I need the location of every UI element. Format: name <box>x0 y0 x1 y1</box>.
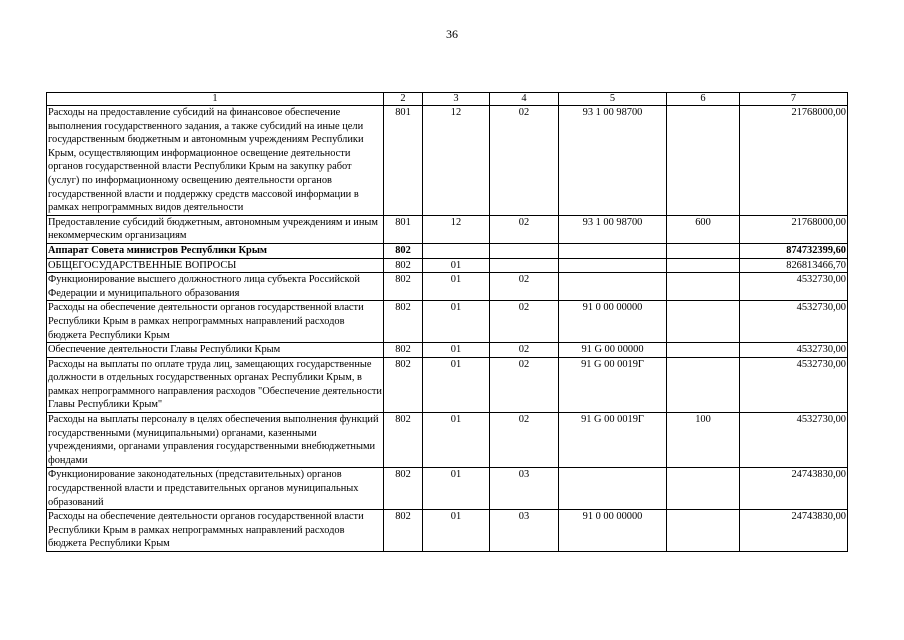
target-article-cell: 91 G 00 00000 <box>559 343 667 358</box>
section-cell: 12 <box>423 106 490 216</box>
description-cell: Расходы на выплаты по оплате труда лиц, замещающих государственные должности в отдельных государственных органах Республики Крым, в рамках непрограммного направления расходов "Обеспечение деятельности Главы Республики Крым" <box>47 357 384 412</box>
description-cell: Аппарат Совета министров Республики Крым <box>47 243 384 258</box>
target-article-cell <box>559 243 667 258</box>
header-cell-7: 7 <box>740 93 848 106</box>
amount-cell: 826813466,70 <box>740 258 848 273</box>
table-row <box>47 243 848 258</box>
page-number: 36 <box>446 27 458 41</box>
amount-cell: 21768000,00 <box>740 215 848 243</box>
subsection-cell: 02 <box>490 301 559 343</box>
expense-type-cell: 600 <box>667 215 740 243</box>
expense-type-cell <box>667 357 740 412</box>
description-cell: Расходы на предоставление субсидий на финансовое обеспечение выполнения государственного задания, а также субсидий на иные цели государственным бюджетным и автономным учреждениям Республики Крым, осуществляющим информационное освещение деятельности органов государственной власти Республики Крым на закупку работ (услуг) по информационному освещению деятельности органов государственной власти и поддержку средств массовой информации в рамках непрограммных видов деятельности <box>47 106 384 216</box>
code-cell: 802 <box>384 243 423 258</box>
description-cell: Расходы на обеспечение деятельности органов государственной власти Республики Крым в рамках непрограммных направлений расходов бюджета Республики Крым <box>47 510 384 552</box>
header-cell-2: 2 <box>384 93 423 106</box>
table-row <box>47 215 848 243</box>
table-row <box>47 106 848 216</box>
section-cell: 01 <box>423 413 490 468</box>
table-row <box>47 413 848 468</box>
description-cell: Расходы на обеспечение деятельности органов государственной власти Республики Крым в рамках непрограммных направлений расходов бюджета Республики Крым <box>47 301 384 343</box>
expense-type-cell <box>667 301 740 343</box>
code-cell: 801 <box>384 106 423 216</box>
budget-table <box>46 92 848 552</box>
amount-cell: 4532730,00 <box>740 343 848 358</box>
amount-cell: 24743830,00 <box>740 468 848 510</box>
description-cell: Обеспечение деятельности Главы Республики Крым <box>47 343 384 358</box>
table-row <box>47 301 848 343</box>
section-cell: 12 <box>423 215 490 243</box>
header-cell-1: 1 <box>47 93 384 106</box>
subsection-cell <box>490 243 559 258</box>
amount-cell: 21768000,00 <box>740 106 848 216</box>
subsection-cell: 02 <box>490 357 559 412</box>
description-cell: ОБЩЕГОСУДАРСТВЕННЫЕ ВОПРОСЫ <box>47 258 384 273</box>
table-row <box>47 273 848 301</box>
subsection-cell: 02 <box>490 273 559 301</box>
table-row <box>47 258 848 273</box>
subsection-cell: 03 <box>490 510 559 552</box>
expense-type-cell <box>667 510 740 552</box>
description-cell: Расходы на выплаты персоналу в целях обеспечения выполнения функций государственными (муниципальными) органами, казенными учреждениями, органами управления государственными внебюджетными фондами <box>47 413 384 468</box>
code-cell: 802 <box>384 413 423 468</box>
header-cell-3: 3 <box>423 93 490 106</box>
section-cell: 01 <box>423 273 490 301</box>
code-cell: 802 <box>384 468 423 510</box>
code-cell: 802 <box>384 273 423 301</box>
amount-cell: 874732399,60 <box>740 243 848 258</box>
section-cell: 01 <box>423 510 490 552</box>
code-cell: 801 <box>384 215 423 243</box>
amount-cell: 4532730,00 <box>740 357 848 412</box>
header-cell-4: 4 <box>490 93 559 106</box>
description-cell: Функционирование высшего должностного лица субъекта Российской Федерации и муниципального образования <box>47 273 384 301</box>
section-cell: 01 <box>423 301 490 343</box>
target-article-cell: 91 G 00 0019Г <box>559 357 667 412</box>
target-article-cell <box>559 468 667 510</box>
amount-cell: 4532730,00 <box>740 413 848 468</box>
expense-type-cell <box>667 258 740 273</box>
target-article-cell: 93 1 00 98700 <box>559 106 667 216</box>
subsection-cell <box>490 258 559 273</box>
expense-type-cell <box>667 273 740 301</box>
amount-cell: 24743830,00 <box>740 510 848 552</box>
code-cell: 802 <box>384 343 423 358</box>
target-article-cell: 91 G 00 0019Г <box>559 413 667 468</box>
expense-type-cell <box>667 106 740 216</box>
target-article-cell <box>559 258 667 273</box>
subsection-cell: 02 <box>490 343 559 358</box>
table-row <box>47 357 848 412</box>
subsection-cell: 02 <box>490 106 559 216</box>
target-article-cell <box>559 273 667 301</box>
expense-type-cell <box>667 243 740 258</box>
amount-cell: 4532730,00 <box>740 301 848 343</box>
table-body <box>47 106 848 552</box>
code-cell: 802 <box>384 357 423 412</box>
header-cell-6: 6 <box>667 93 740 106</box>
header-cell-5: 5 <box>559 93 667 106</box>
code-cell: 802 <box>384 301 423 343</box>
code-cell: 802 <box>384 258 423 273</box>
table-row <box>47 468 848 510</box>
target-article-cell: 93 1 00 98700 <box>559 215 667 243</box>
section-cell: 01 <box>423 343 490 358</box>
code-cell: 802 <box>384 510 423 552</box>
expense-type-cell: 100 <box>667 413 740 468</box>
section-cell: 01 <box>423 258 490 273</box>
section-cell: 01 <box>423 357 490 412</box>
description-cell: Предоставление субсидий бюджетным, автономным учреждениям и иным некоммерческим организациям <box>47 215 384 243</box>
section-cell <box>423 243 490 258</box>
subsection-cell: 03 <box>490 468 559 510</box>
expense-type-cell <box>667 468 740 510</box>
subsection-cell: 02 <box>490 215 559 243</box>
amount-cell: 4532730,00 <box>740 273 848 301</box>
target-article-cell: 91 0 00 00000 <box>559 301 667 343</box>
section-cell: 01 <box>423 468 490 510</box>
expense-type-cell <box>667 343 740 358</box>
subsection-cell: 02 <box>490 413 559 468</box>
target-article-cell: 91 0 00 00000 <box>559 510 667 552</box>
table-header-row <box>47 93 848 106</box>
description-cell: Функционирование законодательных (представительных) органов государственной власти и представительных органов муниципальных образований <box>47 468 384 510</box>
table-row <box>47 343 848 358</box>
table-row <box>47 510 848 552</box>
